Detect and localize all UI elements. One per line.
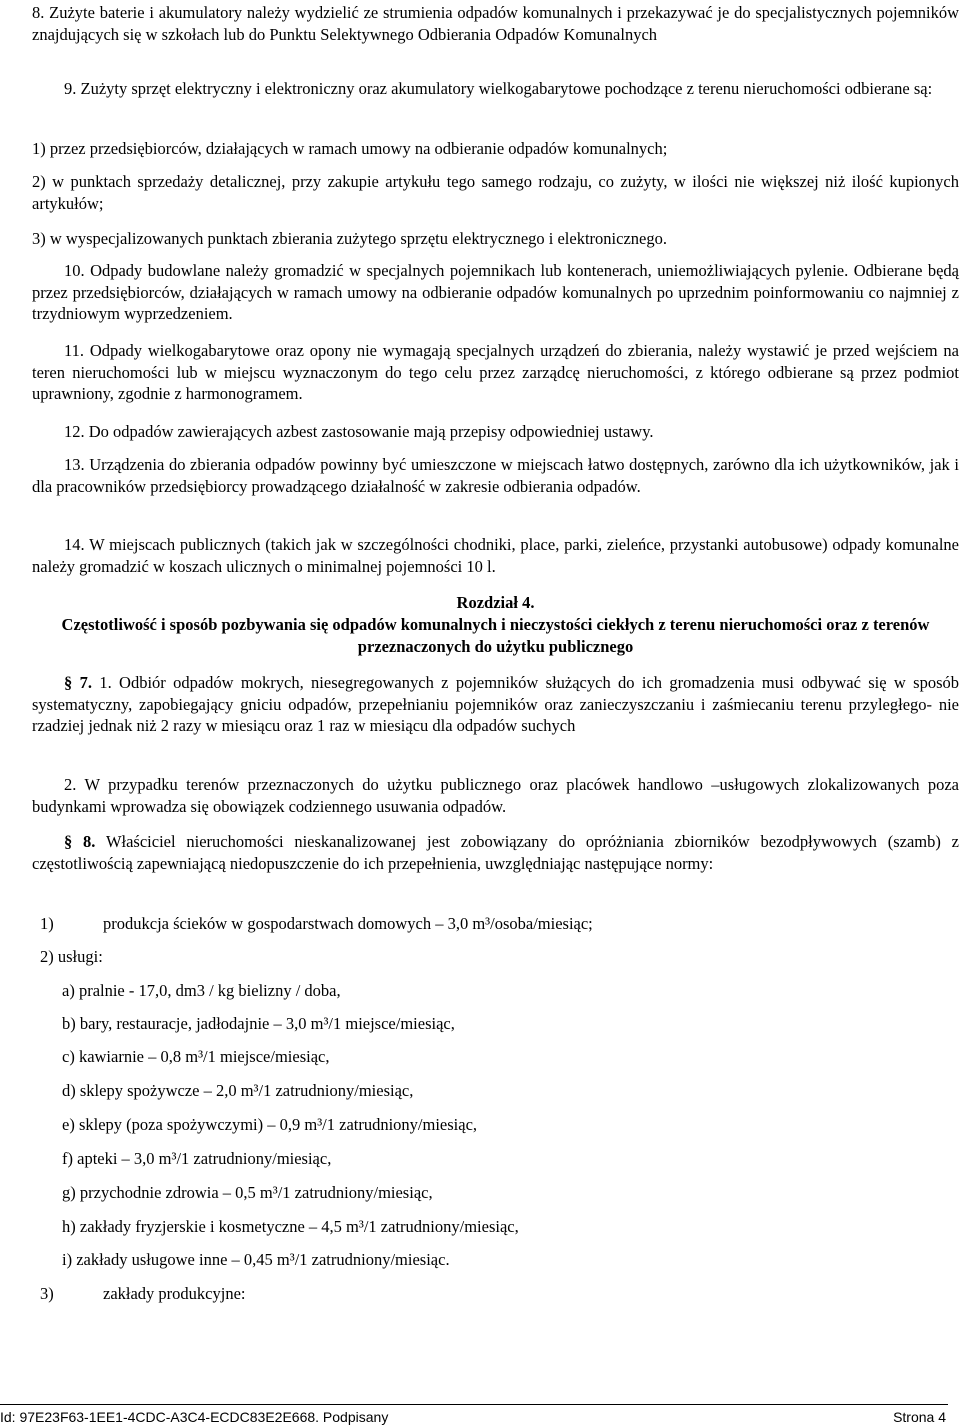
services-item-b: b) bary, restauracje, jadłodajnie – 3,0 m³/1 miejsce/miesiąc, <box>62 1014 455 1033</box>
services-item-g: g) przychodnie zdrowia – 0,5 m³/1 zatrudniony/miesiąc, <box>62 1183 433 1202</box>
services-item-e: e) sklepy (poza spożywczymi) – 0,9 m³/1 zatrudniony/miesiąc, <box>62 1115 478 1134</box>
section-8-item-1-text: produkcja ścieków w gospodarstwach domowych – 3,0 m³/osoba/miesiąc; <box>103 914 593 933</box>
services-item-f: f) apteki – 3,0 m³/1 zatrudniony/miesiąc, <box>62 1149 332 1168</box>
section-8-intro <box>32 831 959 874</box>
services-item-i: i) zakłady usługowe inne – 0,45 m³/1 zatrudniony/miesiąc. <box>62 1250 450 1269</box>
chapter-heading: Rozdział 4. <box>456 593 535 612</box>
services-item-a: a) pralnie - 17,0, dm3 / kg bielizny / doba, <box>62 981 341 1000</box>
section-8-item-2: 2) usługi: <box>40 947 103 966</box>
paragraph-14: 14. W miejscach publicznych (takich jak w szczególności chodniki, place, parki, zieleńce, przystanki autobusowe) odpady komunalne należy gromadzić w koszach ulicznych o minimalnej pojemności 10 l. <box>32 535 959 576</box>
footer-divider <box>0 1404 948 1405</box>
paragraph-9-item-1: 1) przez przedsiębiorców, działających w ramach umowy na odbieranie odpadów komunalnych; <box>32 139 668 158</box>
section-7-text-1: 1. Odbiór odpadów mokrych, niesegregowanych z pojemników służących do ich gromadzenia musi odbywać się w sposób systematyczny, zapobiegający gniciu odpadów, przepełnianiu pojemników oraz zanieczyszczaniu i zaśmiecaniu terenu przyległego- nie rzadziej jednak niż 2 razy w miesiącu oraz 1 raz w miesiącu dla odpadów suchych <box>32 673 960 735</box>
footer-document-id: Id: 97E23F63-1EE1-4CDC-A3C4-ECDC83E2E668. Podpisany <box>0 1409 389 1425</box>
section-8-intro-text: Właściciel nieruchomości nieskanalizowanej jest zobowiązany do opróżniania zbiorników bezodpływowych (szamb) z częstotliwością zapewniającą niedopuszczenie do ich przepełnienia, uwzględniając następujące normy: <box>32 832 959 873</box>
section-7-paragraph-1 <box>32 672 959 737</box>
services-item-d: d) sklepy spożywcze – 2,0 m³/1 zatrudniony/miesiąc, <box>62 1081 414 1100</box>
paragraph-9: 9. Zużyty sprzęt elektryczny i elektroniczny oraz akumulatory wielkogabarytowe pochodzące z terenu nieruchomości odbierane są: <box>64 79 933 98</box>
paragraph-12: 12. Do odpadów zawierających azbest zastosowanie mają przepisy odpowiedniej ustawy. <box>64 422 654 441</box>
section-7-paragraph-2: 2. W przypadku terenów przeznaczonych do użytku publicznego oraz placówek handlowo –usługowych zlokalizowanych poza budynkami wprowadza się obowiązek codziennego usuwania odpadów. <box>32 775 959 816</box>
services-item-h: h) zakłady fryzjerskie i kosmetyczne – 4,5 m³/1 zatrudniony/miesiąc, <box>62 1217 519 1236</box>
section-8-item-3-number: 3) <box>40 1284 54 1303</box>
paragraph-10: 10. Odpady budowlane należy gromadzić w specjalnych pojemnikach lub kontenerach, uniemożliwiających pylenie. Odbierane będą przez przedsiębiorców, działających w ramach umowy na odbieranie odpadów komunalnych po uprzednim poinformowaniu co najmniej z trzydniowym wyprzedzeniem. <box>32 261 959 323</box>
paragraph-11: 11. Odpady wielkogabarytowe oraz opony nie wymagają specjalnych urządzeń do zbierania, należy wystawić je przed wejściem na teren nieruchomości lub w miejscu wyznaczonym do tego celu przez zarządcę nieruchomości, z którego odbierane są przez podmiot uprawniony, zgodnie z harmonogramem. <box>32 341 959 403</box>
paragraph-9-item-3: 3) w wyspecjalizowanych punktach zbierania zużytego sprzętu elektrycznego i elektronicznego. <box>32 229 667 248</box>
section-8-item-1-number: 1) <box>40 914 54 933</box>
paragraph-13: 13. Urządzenia do zbierania odpadów powinny być umieszczone w miejscach łatwo dostępnych, zarówno dla ich użytkowników, jak i dla pracowników przedsiębiorcy prowadzącego działalność w zakresie odbierania odpadów. <box>32 455 959 496</box>
services-item-c: c) kawiarnie – 0,8 m³/1 miejsce/miesiąc, <box>62 1047 330 1066</box>
paragraph-8: 8. Zużyte baterie i akumulatory należy wydzielić ze strumienia odpadów komunalnych i przekazywać je do specjalistycznych pojemników znajdujących się w szkołach lub do Punktu Selektywnego Odbierania Odpadów Komunalnych <box>32 3 959 44</box>
section-8-label: § 8. <box>64 832 96 851</box>
paragraph-9-item-2: 2) w punktach sprzedaży detalicznej, przy zakupie artykułu tego samego rodzaju, co zużyty, w ilości nie większej niż ilość kupionych artykułów; <box>32 172 959 213</box>
chapter-title: Częstotliwość i sposób pozbywania się odpadów komunalnych i nieczystości ciekłych z terenu nieruchomości oraz z terenów przeznaczonych do użytku publicznego <box>61 615 930 656</box>
footer-page-number: Strona 4 <box>893 1409 946 1425</box>
section-8-item-3-text: zakłady produkcyjne: <box>103 1284 246 1303</box>
section-7-label: § 7. <box>64 673 92 692</box>
